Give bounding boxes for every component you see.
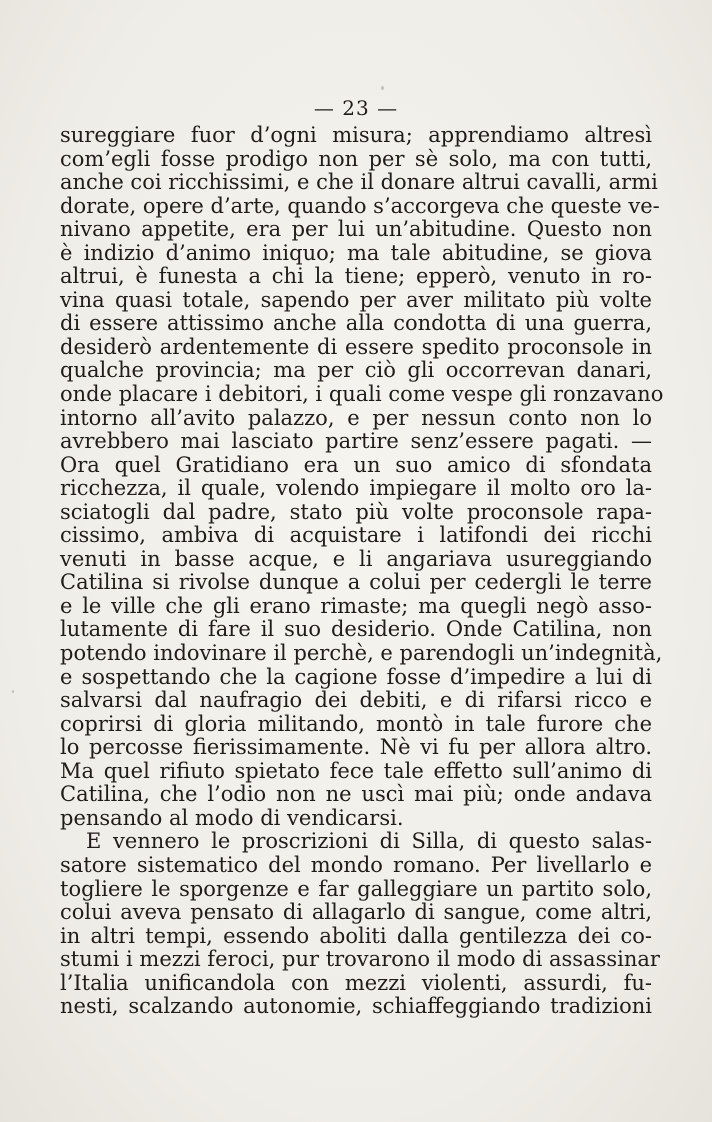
text-line: l’Italia unificandola con mezzi violenti, assurdi, fu- [60,970,652,995]
text-line: lo percosse fierissimamente. Nè vi fu per allora altro. [60,735,652,760]
text-line: venuti in basse acque, e li angariava usureggiando [60,546,652,571]
text-line: Catilina, che l’odio non ne uscì mai più; onde andava [60,782,652,807]
text-line: togliere le sporgenze e far galleggiare un partito solo, [60,876,652,901]
text-line: Ma quel rifiuto spietato fece tale effetto sull’animo di [60,758,652,783]
paper-speck [12,690,14,693]
text-line: coprirsi di gloria militando, montò in tale furore che [60,711,652,736]
page-number: — 23 — [313,96,399,120]
text-line: e le ville che gli erano rimaste; ma quegli negò asso- [60,593,652,618]
text-line: onde placare i debitori, i quali come vespe gli ronzavano [60,382,664,407]
text-line: nesti, scalzando autonomie, schiaffeggiando tradizioni [60,994,652,1019]
text-line: nivano appetite, era per lui un’abitudine. Questo non [60,217,652,242]
text-line: potendo indovinare il perchè, e parendogli un’indegnità, [60,641,663,666]
text-line: dorate, opere d’arte, quando s’accorgeva che queste ve- [60,193,660,218]
text-line: cissimo, ambiva di acquistare i latifondi dei ricchi [60,523,652,548]
text-line: lutamente di fare il suo desiderio. Onde Catilina, non [60,617,652,642]
text-line: stumi i mezzi feroci, pur trovarono il modo di assassinar [60,947,660,972]
text-line: altrui, è funesta a chi la tiene; epperò, venuto in ro- [60,264,652,289]
text-line: desiderò ardentemente di essere spedito proconsole in [60,334,652,359]
text-line-paragraph-start: E vennero le proscrizioni di Silla, di questo salas- [86,829,652,854]
text-line: Ora quel Gratidiano era un suo amico di sfondata [60,452,652,477]
text-line: di essere attissimo anche alla condotta di una guerra, [60,311,652,336]
paper-speck [381,86,384,90]
text-line: ricchezza, il quale, volendo impiegare il molto oro la- [60,476,652,501]
text-line: sciatogli dal padre, stato più volte proconsole rapa- [60,499,652,524]
text-line: anche coi ricchissimi, e che il donare altrui cavalli, armi [60,170,658,195]
text-line: com’egli fosse prodigo non per sè solo, ma con tutti, [60,146,652,171]
text-line: in altri tempi, essendo aboliti dalla gentilezza dei co- [60,923,652,948]
text-line: e sospettando che la cagione fosse d’impedire a lui di [60,664,652,689]
text-line: vina quasi totale, sapendo per aver militato più volte [60,287,652,312]
text-line: qualche provincia; ma per ciò gli occorrevan danari, [60,358,652,383]
text-line: salvarsi dal naufragio dei debiti, e di rifarsi ricco e [60,688,652,713]
text-line: sureggiare fuor d’ogni misura; apprendiamo altresì [60,123,652,147]
body-text [60,123,664,1019]
text-line: colui aveva pensato di allagarlo di sangue, come altri, [60,900,652,925]
text-line: avrebbero mai lasciato partire senz’essere pagati. — [60,429,652,454]
text-line: Catilina si rivolse dunque a colui per cedergli le terre [60,570,652,595]
text-line: satore sistematico del mondo romano. Per livellarlo e [60,852,652,877]
text-line: intorno all’avito palazzo, e per nessun conto non lo [60,405,652,430]
text-line: è indizio d’animo iniquo; ma tale abitudine, se giova [60,240,652,265]
text-line-paragraph-end: pensando al modo di vendicarsi. [60,805,404,830]
